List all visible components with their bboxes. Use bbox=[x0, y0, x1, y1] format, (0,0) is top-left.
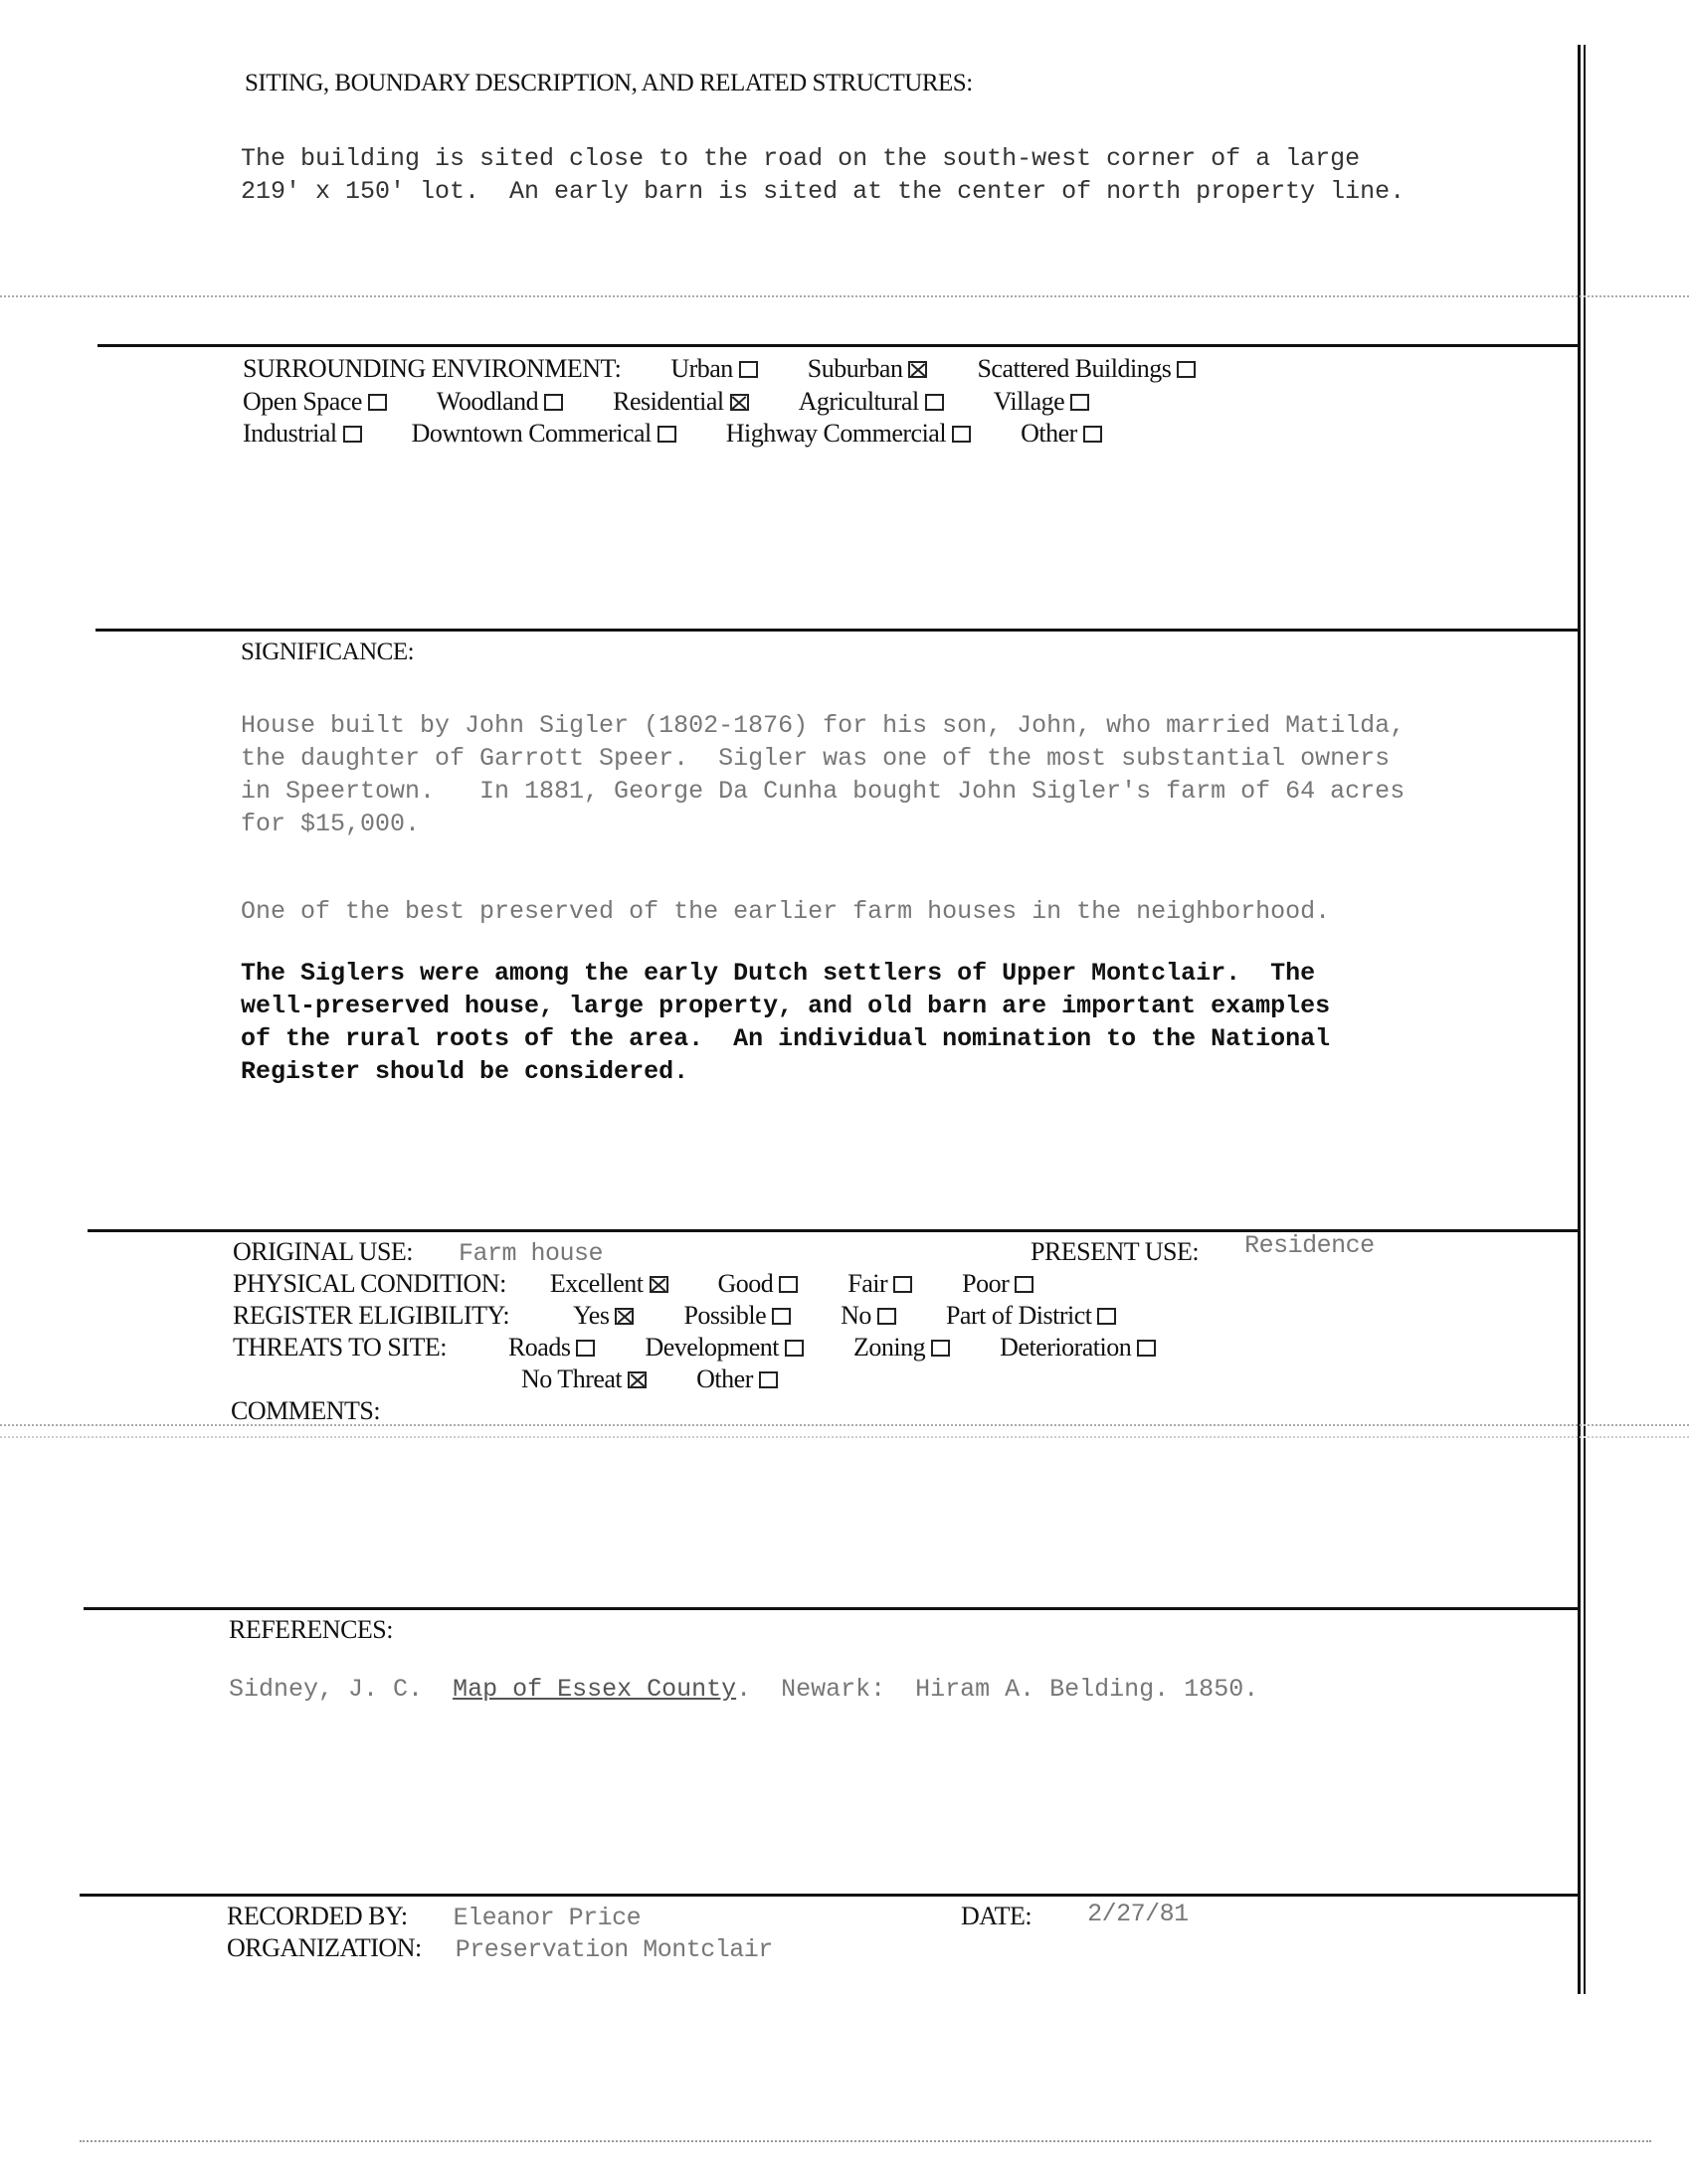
significance-para3-line1: The Siglers were among the early Dutch settlers of Upper Montclair. The bbox=[241, 959, 1316, 988]
option-woodland[interactable]: Woodland bbox=[437, 387, 563, 417]
recorded-by-row bbox=[227, 1902, 641, 1932]
checkbox-fair[interactable] bbox=[893, 1276, 912, 1293]
register-eligibility-label: REGISTER ELIGIBILITY: bbox=[233, 1301, 510, 1330]
checkbox-urban[interactable] bbox=[739, 361, 758, 378]
recorded-by-value: Eleanor Price bbox=[453, 1904, 642, 1932]
significance-para1-line3: in Speertown. In 1881, George Da Cunha bought John Sigler's farm of 64 acres bbox=[241, 777, 1406, 806]
significance-para3-line4: Register should be considered. bbox=[241, 1057, 689, 1086]
threats-label: THREATS TO SITE: bbox=[233, 1333, 447, 1362]
checkbox-good[interactable] bbox=[779, 1276, 798, 1293]
option-possible[interactable]: Possible bbox=[683, 1301, 791, 1331]
significance-para2: One of the best preserved of the earlier farm houses in the neighborhood. bbox=[241, 897, 1331, 926]
option-zoning[interactable]: Zoning bbox=[853, 1333, 950, 1363]
option-village[interactable]: Village bbox=[994, 387, 1089, 417]
checkbox-development[interactable] bbox=[785, 1340, 804, 1357]
date-value: 2/27/81 bbox=[1087, 1900, 1189, 1928]
option-deterioration[interactable]: Deterioration bbox=[1000, 1333, 1156, 1363]
option-highway-commercial[interactable]: Highway Commercial bbox=[726, 419, 971, 449]
checkbox-no[interactable] bbox=[877, 1308, 896, 1325]
option-agricultural[interactable]: Agricultural bbox=[799, 387, 944, 417]
option-suburban[interactable]: Suburban bbox=[808, 354, 928, 384]
present-use-value: Residence bbox=[1244, 1231, 1375, 1260]
option-residential[interactable]: Residential bbox=[613, 387, 748, 417]
section-divider bbox=[97, 344, 1580, 347]
option-yes[interactable]: Yes bbox=[573, 1301, 634, 1331]
option-poor[interactable]: Poor bbox=[962, 1269, 1033, 1299]
option-no[interactable]: No bbox=[841, 1301, 896, 1331]
date-row bbox=[961, 1902, 1189, 1932]
threats-row-2 bbox=[521, 1365, 822, 1394]
present-use-label: PRESENT USE: bbox=[1031, 1237, 1200, 1266]
checkbox-suburban[interactable] bbox=[908, 361, 927, 378]
checkbox-deterioration[interactable] bbox=[1137, 1340, 1156, 1357]
threats-row-1 bbox=[233, 1333, 1200, 1363]
present-use-row bbox=[1031, 1231, 1375, 1268]
significance-para1-line1: House built by John Sigler (1802-1876) for his son, John, who married Matilda, bbox=[241, 711, 1406, 740]
siting-line-2: 219' x 150' lot. An early barn is sited at the center of north property line. bbox=[241, 177, 1406, 206]
checkbox-downtown-commercial[interactable] bbox=[657, 426, 676, 443]
organization-row bbox=[227, 1933, 773, 1964]
surrounding-row-2 bbox=[243, 387, 1133, 417]
checkbox-zoning[interactable] bbox=[931, 1340, 950, 1357]
fold-line bbox=[0, 1436, 1689, 1438]
right-border-line bbox=[1578, 45, 1581, 1994]
significance-heading: SIGNIFICANCE: bbox=[241, 638, 415, 665]
checkbox-yes[interactable] bbox=[615, 1308, 634, 1325]
checkbox-scattered-buildings[interactable] bbox=[1177, 361, 1196, 378]
references-heading: REFERENCES: bbox=[229, 1615, 393, 1644]
option-development[interactable]: Development bbox=[645, 1333, 804, 1363]
option-urban[interactable]: Urban bbox=[670, 354, 757, 384]
checkbox-other-environment[interactable] bbox=[1083, 426, 1102, 443]
fold-line bbox=[0, 1424, 1689, 1426]
section-divider bbox=[80, 1894, 1580, 1897]
reference-title: Map of Essex County bbox=[453, 1675, 737, 1704]
checkbox-poor[interactable] bbox=[1015, 1276, 1033, 1293]
checkbox-other-threat[interactable] bbox=[759, 1371, 778, 1388]
option-open-space[interactable]: Open Space bbox=[243, 387, 387, 417]
right-border-line-inner bbox=[1584, 45, 1586, 1994]
option-scattered-buildings[interactable]: Scattered Buildings bbox=[977, 354, 1196, 384]
original-use-value: Farm house bbox=[459, 1239, 604, 1268]
organization-value: Preservation Montclair bbox=[455, 1935, 773, 1964]
section-divider bbox=[95, 629, 1580, 632]
checkbox-agricultural[interactable] bbox=[925, 394, 944, 411]
checkbox-woodland[interactable] bbox=[544, 394, 563, 411]
section-divider bbox=[84, 1607, 1580, 1610]
reference-entry bbox=[229, 1673, 1258, 1706]
option-downtown-commercial[interactable]: Downtown Commerical bbox=[412, 419, 676, 449]
date-label: DATE: bbox=[961, 1902, 1032, 1930]
physical-condition-row bbox=[233, 1269, 1077, 1299]
option-excellent[interactable]: Excellent bbox=[550, 1269, 668, 1299]
checkbox-part-of-district[interactable] bbox=[1097, 1308, 1116, 1325]
surrounding-heading: SURROUNDING ENVIRONMENT: bbox=[243, 354, 622, 383]
checkbox-open-space[interactable] bbox=[368, 394, 387, 411]
checkbox-excellent[interactable] bbox=[650, 1276, 668, 1293]
siting-line-1: The building is sited close to the road on the south-west corner of a large bbox=[241, 144, 1361, 173]
organization-label: ORGANIZATION: bbox=[227, 1933, 422, 1962]
comments-label: COMMENTS: bbox=[231, 1396, 381, 1425]
option-good[interactable]: Good bbox=[718, 1269, 799, 1299]
fold-line bbox=[0, 295, 1689, 297]
option-other-threat[interactable]: Other bbox=[696, 1365, 778, 1394]
option-roads[interactable]: Roads bbox=[508, 1333, 596, 1363]
page-bottom-edge bbox=[80, 2140, 1651, 2142]
checkbox-village[interactable] bbox=[1070, 394, 1089, 411]
significance-para3-line2: well-preserved house, large property, and old barn are important examples bbox=[241, 992, 1331, 1020]
significance-para3-line3: of the rural roots of the area. An individual nomination to the National bbox=[241, 1024, 1331, 1053]
option-part-of-district[interactable]: Part of District bbox=[946, 1301, 1117, 1331]
reference-publisher: . Newark: Hiram A. Belding. 1850. bbox=[736, 1675, 1259, 1704]
checkbox-possible[interactable] bbox=[772, 1308, 791, 1325]
option-industrial[interactable]: Industrial bbox=[243, 419, 362, 449]
option-other-environment[interactable]: Other bbox=[1021, 419, 1102, 449]
reference-author: Sidney, J. C. bbox=[229, 1675, 424, 1704]
original-use-label: ORIGINAL USE: bbox=[233, 1237, 414, 1266]
recorded-by-label: RECORDED BY: bbox=[227, 1902, 408, 1930]
surrounding-row-3 bbox=[243, 419, 1146, 449]
checkbox-roads[interactable] bbox=[576, 1340, 595, 1357]
option-fair[interactable]: Fair bbox=[847, 1269, 912, 1299]
option-no-threat[interactable]: No Threat bbox=[521, 1365, 647, 1394]
register-eligibility-row bbox=[233, 1301, 1160, 1331]
checkbox-industrial[interactable] bbox=[343, 426, 362, 443]
significance-para1-line2: the daughter of Garrott Speer. Sigler was one of the most substantial owners bbox=[241, 744, 1391, 773]
checkbox-no-threat[interactable] bbox=[628, 1371, 647, 1388]
original-use-row bbox=[233, 1237, 603, 1268]
checkbox-residential[interactable] bbox=[730, 394, 749, 411]
significance-para1-line4: for $15,000. bbox=[241, 810, 421, 838]
physical-condition-label: PHYSICAL CONDITION: bbox=[233, 1269, 506, 1298]
checkbox-highway-commercial[interactable] bbox=[952, 426, 971, 443]
siting-heading: SITING, BOUNDARY DESCRIPTION, AND RELATED STRUCTURES: bbox=[245, 70, 973, 96]
surrounding-row-1 bbox=[243, 354, 1239, 384]
